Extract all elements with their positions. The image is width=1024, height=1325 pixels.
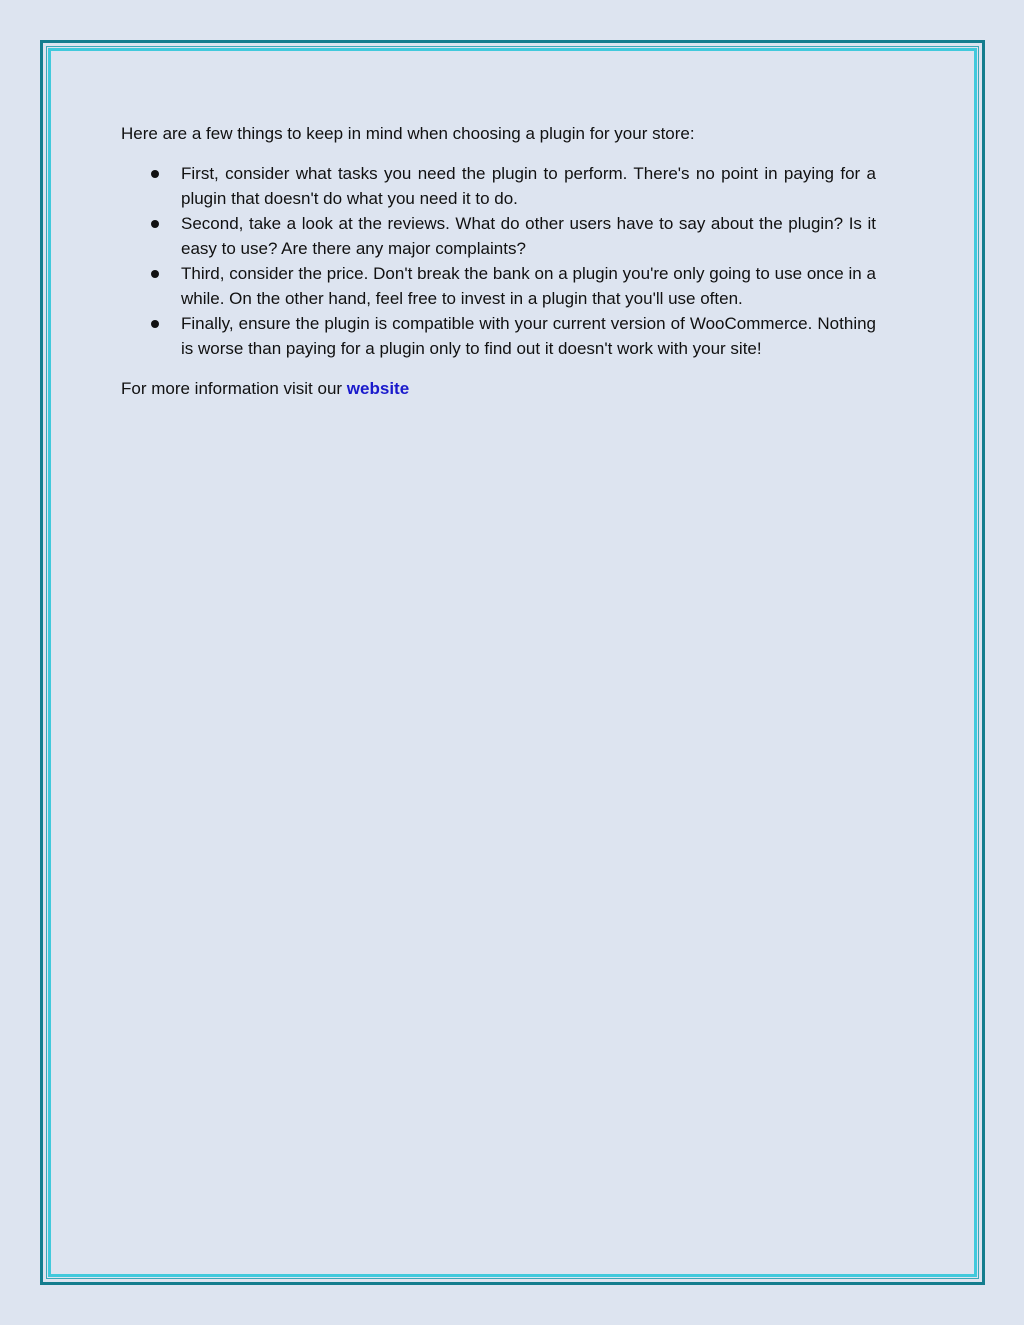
list-item xyxy=(121,211,876,261)
bullet-icon xyxy=(151,220,159,228)
tip-text: Third, consider the price. Don't break the bank on a plugin you're only going to use once in a while. On the other hand, feel free to invest in a plugin that you'll use often. xyxy=(181,264,876,308)
list-item xyxy=(121,161,876,211)
bullet-icon xyxy=(151,320,159,328)
tip-text: First, consider what tasks you need the plugin to perform. There's no point in paying for a plugin that doesn't do what you need it to do. xyxy=(181,164,876,208)
tip-text: Finally, ensure the plugin is compatible with your current version of WooCommerce. Nothing is worse than paying for a plugin only to find out it doesn't work with your site! xyxy=(181,314,876,358)
bullet-icon xyxy=(151,170,159,178)
document-body xyxy=(121,121,876,401)
tips-list xyxy=(121,161,876,361)
intro-paragraph: Here are a few things to keep in mind when choosing a plugin for your store: xyxy=(121,124,695,143)
tip-text: Second, take a look at the reviews. What do other users have to say about the plugin? Is it easy to use? Are there any major complaints? xyxy=(181,214,876,258)
list-item xyxy=(121,311,876,361)
more-info-text: For more information visit our xyxy=(121,379,347,398)
bullet-icon xyxy=(151,270,159,278)
list-item xyxy=(121,261,876,311)
more-info-line xyxy=(121,376,876,401)
website-link[interactable]: website xyxy=(346,379,410,398)
